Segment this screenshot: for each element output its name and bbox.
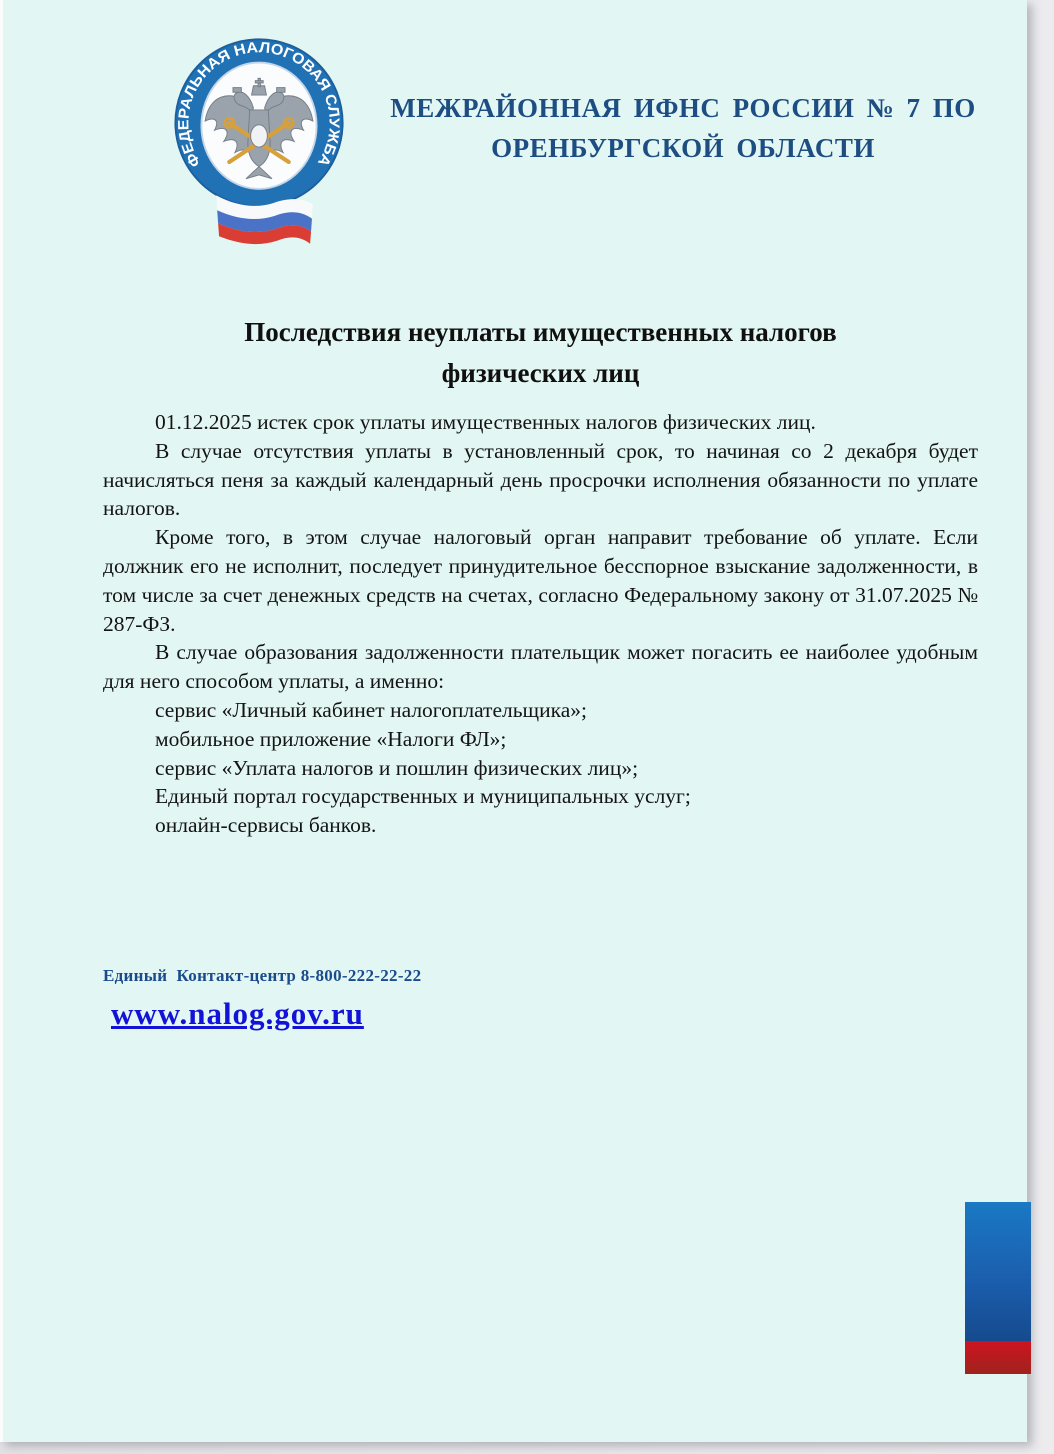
logo-ring-text: ФЕДЕРАЛЬНАЯ НАЛОГОВАЯ СЛУЖБА xyxy=(176,40,342,170)
flag-marker xyxy=(965,1202,1031,1374)
org-name-line1: МЕЖРАЙОННАЯ ИФНС РОССИИ № 7 ПО xyxy=(390,93,976,123)
payment-method-item: Единый портал государственных и муниципальных услуг; xyxy=(155,784,691,809)
website-link[interactable]: www.nalog.gov.ru xyxy=(111,996,364,1031)
flag-marker-blue-band xyxy=(965,1202,1031,1341)
body-paragraph: В случае отсутствия уплаты в установленный срок, то начиная со 2 декабря будет начисляться пеня за каждый календарный день просрочки исполнения обязанности по уплате налогов. xyxy=(103,438,978,521)
fns-logo xyxy=(166,30,352,253)
document-title-line2: физических лиц xyxy=(441,358,640,388)
flag-marker-red-band xyxy=(965,1341,1031,1374)
document-body xyxy=(103,408,978,840)
document-title xyxy=(103,312,978,394)
body-paragraph: 01.12.2025 истек срок уплаты имущественных налогов физических лиц. xyxy=(155,410,816,434)
payment-method-item: онлайн-сервисы банков. xyxy=(155,813,377,838)
document-title-line1: Последствия неуплаты имущественных налогов xyxy=(244,317,837,347)
body-paragraph: Кроме того, в этом случае налоговый орган направит требование об уплате. Если должник его не исполнит, последует принудительное бесспорное взыскание задолженности, в том числе за счет денежных средств на счетах, согласно Федеральному закону от 31.07.2025 № 287-ФЗ. xyxy=(103,525,978,636)
payment-method-item: мобильное приложение «Налоги ФЛ»; xyxy=(155,726,507,751)
eagle-chest-shield xyxy=(251,125,268,147)
contact-center-line: Единый Контакт-центр 8-800-222-22-22 xyxy=(103,966,422,985)
org-name-line2: ОРЕНБУРГСКОЙ ОБЛАСТИ xyxy=(491,133,875,163)
org-name xyxy=(371,88,995,168)
payment-method-item: сервис «Личный кабинет налогоплательщика»; xyxy=(155,697,587,722)
body-paragraph: В случае образования задолженности плательщик может погасить ее наиболее удобным для него способом уплаты, а именно: xyxy=(103,640,978,694)
payment-method-item: сервис «Уплата налогов и пошлин физических лиц»; xyxy=(155,755,639,780)
